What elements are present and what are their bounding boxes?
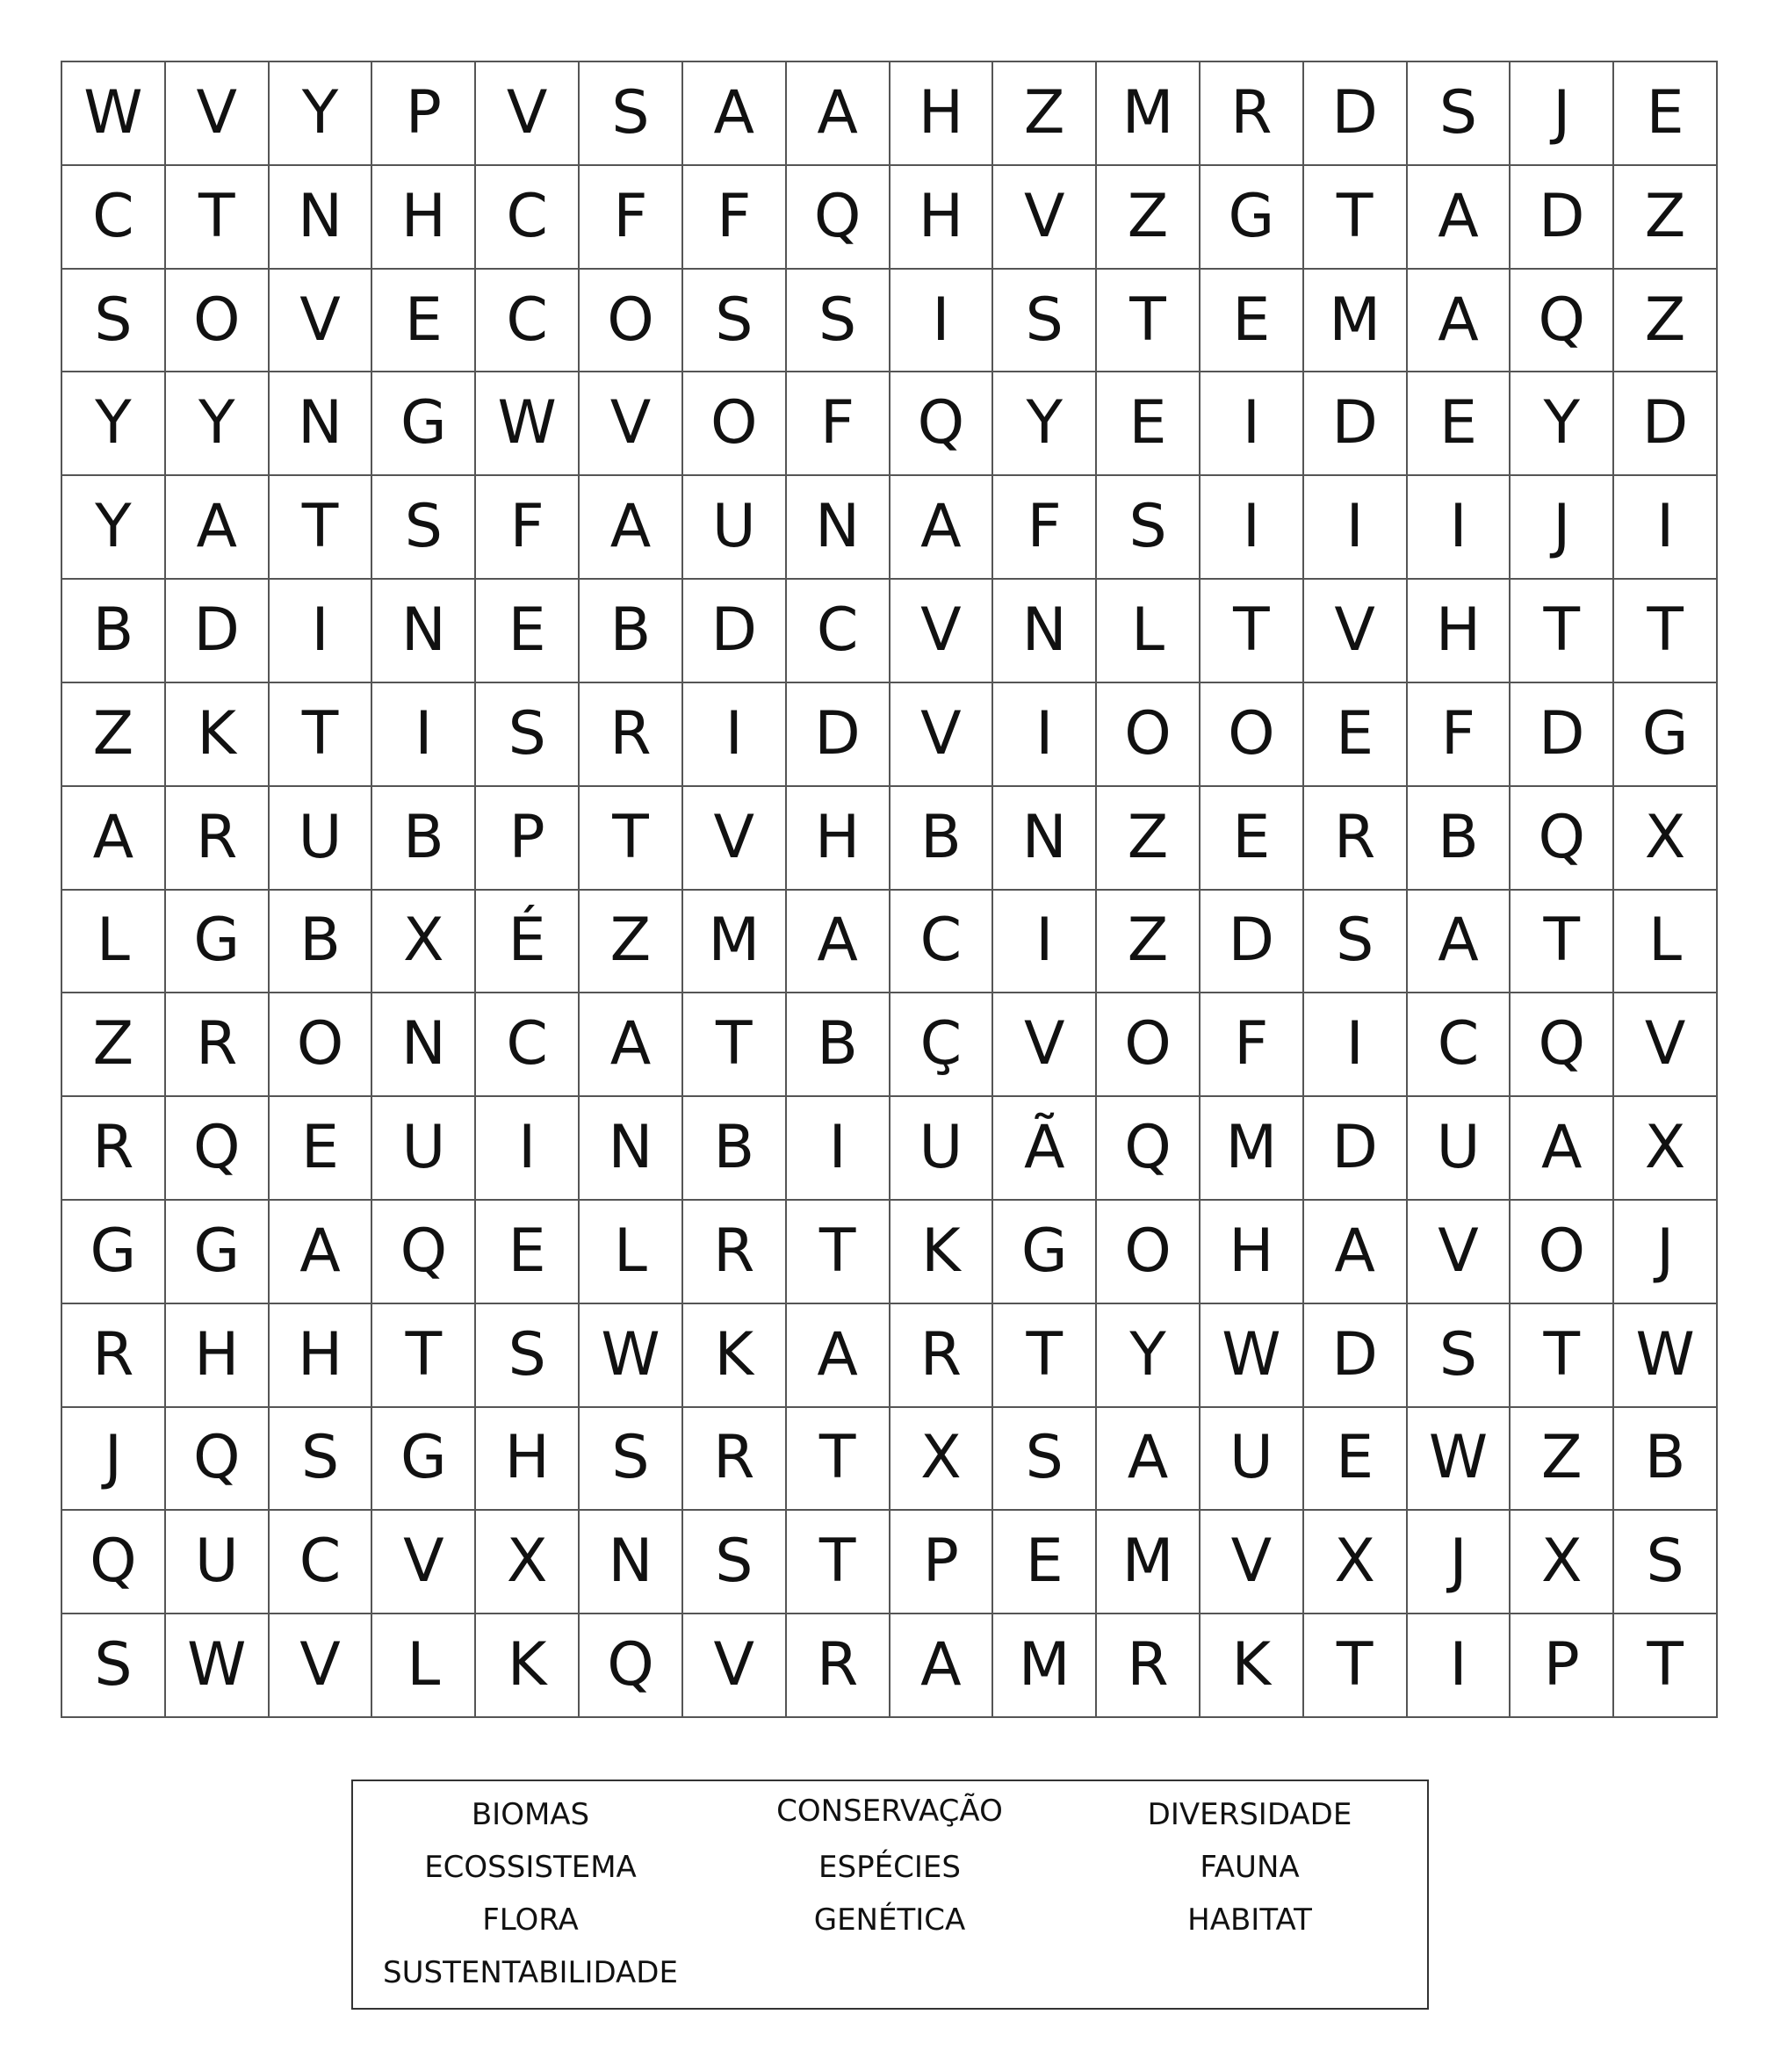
grid-cell[interactable]: Ã <box>993 1097 1097 1201</box>
word-diversidade: DIVERSIDADE <box>1147 1797 1352 1832</box>
grid-cell[interactable]: E <box>372 270 476 373</box>
grid-cell[interactable]: I <box>372 683 476 787</box>
grid-cell[interactable]: D <box>1304 62 1408 166</box>
grid-cell[interactable]: V <box>993 993 1097 1097</box>
grid-cell[interactable]: D <box>166 580 270 683</box>
grid-cell[interactable]: T <box>166 166 270 270</box>
grid-cell[interactable]: T <box>1511 891 1614 994</box>
grid-cell[interactable]: A <box>890 476 994 580</box>
grid-cell[interactable]: A <box>787 891 890 994</box>
grid-cell[interactable]: D <box>1304 372 1408 476</box>
grid-cell[interactable]: R <box>890 1304 994 1408</box>
grid-cell[interactable]: I <box>476 1097 580 1201</box>
grid-cell[interactable]: M <box>1097 62 1201 166</box>
word-habitat: HABITAT <box>1187 1902 1312 1938</box>
grid-cell[interactable]: N <box>372 993 476 1097</box>
grid-cell[interactable]: C <box>1408 993 1511 1097</box>
grid-cell[interactable]: X <box>1614 1097 1718 1201</box>
grid-cell[interactable]: I <box>1304 476 1408 580</box>
grid-cell[interactable]: I <box>1201 372 1304 476</box>
grid-cell[interactable]: W <box>580 1304 683 1408</box>
grid-cell[interactable]: B <box>1408 787 1511 891</box>
word-sustentabilidade: SUSTENTABILIDADE <box>383 1955 678 1990</box>
grid-cell[interactable]: L <box>1097 580 1201 683</box>
grid-cell[interactable]: Y <box>993 372 1097 476</box>
grid-cell[interactable]: U <box>166 1511 270 1614</box>
grid-cell[interactable]: H <box>787 787 890 891</box>
grid-cell[interactable]: E <box>1408 372 1511 476</box>
grid-cell[interactable]: R <box>1097 1614 1201 1718</box>
grid-cell[interactable]: T <box>1614 580 1718 683</box>
grid-cell[interactable]: A <box>166 476 270 580</box>
grid-cell[interactable]: S <box>1408 1304 1511 1408</box>
grid-cell[interactable]: V <box>580 372 683 476</box>
grid-cell[interactable]: B <box>372 787 476 891</box>
grid-cell[interactable]: S <box>270 1408 373 1512</box>
grid-cell[interactable]: F <box>787 372 890 476</box>
grid-cell[interactable]: V <box>1304 580 1408 683</box>
grid-cell[interactable]: S <box>62 1614 166 1718</box>
grid-cell[interactable]: D <box>683 580 787 683</box>
grid-cell[interactable]: J <box>1408 1511 1511 1614</box>
grid-cell[interactable]: V <box>1408 1201 1511 1304</box>
grid-cell[interactable]: R <box>683 1408 787 1512</box>
grid-cell[interactable]: G <box>372 372 476 476</box>
grid-cell[interactable]: U <box>683 476 787 580</box>
grid-cell[interactable]: I <box>787 1097 890 1201</box>
grid-cell[interactable]: A <box>1408 270 1511 373</box>
grid-cell[interactable]: H <box>166 1304 270 1408</box>
grid-cell[interactable]: T <box>787 1511 890 1614</box>
grid-cell[interactable]: Z <box>1511 1408 1614 1512</box>
grid-cell[interactable]: L <box>372 1614 476 1718</box>
grid-cell[interactable]: N <box>580 1097 683 1201</box>
grid-cell[interactable]: S <box>476 683 580 787</box>
grid-cell[interactable]: H <box>270 1304 373 1408</box>
grid-cell[interactable]: T <box>1511 1304 1614 1408</box>
grid-cell[interactable]: N <box>580 1511 683 1614</box>
grid-cell[interactable]: G <box>1201 166 1304 270</box>
grid-cell[interactable]: H <box>372 166 476 270</box>
grid-cell[interactable]: W <box>1614 1304 1718 1408</box>
grid-cell[interactable]: L <box>1614 891 1718 994</box>
grid-cell[interactable]: H <box>476 1408 580 1512</box>
grid-cell[interactable]: Q <box>166 1097 270 1201</box>
grid-cell[interactable]: S <box>683 270 787 373</box>
grid-cell[interactable]: L <box>580 1201 683 1304</box>
grid-cell[interactable]: U <box>270 787 373 891</box>
grid-cell[interactable]: R <box>166 787 270 891</box>
grid-cell[interactable]: V <box>890 580 994 683</box>
grid-cell[interactable]: R <box>166 993 270 1097</box>
grid-cell[interactable]: R <box>62 1304 166 1408</box>
grid-cell[interactable]: A <box>683 62 787 166</box>
grid-cell[interactable]: Z <box>62 683 166 787</box>
grid-cell[interactable]: T <box>372 1304 476 1408</box>
grid-cell[interactable]: X <box>1511 1511 1614 1614</box>
grid-cell[interactable]: H <box>1201 1201 1304 1304</box>
grid-cell[interactable]: V <box>1201 1511 1304 1614</box>
grid-cell[interactable]: H <box>1408 580 1511 683</box>
grid-cell[interactable]: T <box>683 993 787 1097</box>
grid-cell[interactable]: D <box>1304 1304 1408 1408</box>
grid-cell[interactable]: Y <box>166 372 270 476</box>
grid-cell[interactable]: T <box>1511 580 1614 683</box>
grid-cell[interactable]: Z <box>1614 166 1718 270</box>
grid-cell[interactable]: X <box>372 891 476 994</box>
grid-cell[interactable]: C <box>787 580 890 683</box>
grid-cell[interactable]: Q <box>890 372 994 476</box>
grid-cell[interactable]: S <box>62 270 166 373</box>
grid-cell[interactable]: A <box>580 476 683 580</box>
grid-cell[interactable]: W <box>62 62 166 166</box>
grid-cell[interactable]: D <box>1304 1097 1408 1201</box>
grid-cell[interactable]: C <box>890 891 994 994</box>
grid-cell[interactable]: R <box>1304 787 1408 891</box>
grid-cell[interactable]: S <box>372 476 476 580</box>
grid-cell[interactable]: O <box>1097 1201 1201 1304</box>
grid-cell[interactable]: D <box>1511 166 1614 270</box>
grid-cell[interactable]: I <box>1408 476 1511 580</box>
grid-cell[interactable]: O <box>580 270 683 373</box>
grid-cell[interactable]: A <box>1408 166 1511 270</box>
grid-cell[interactable]: S <box>787 270 890 373</box>
grid-cell[interactable]: B <box>890 787 994 891</box>
grid-cell[interactable]: T <box>270 683 373 787</box>
grid-cell[interactable]: I <box>683 683 787 787</box>
grid-cell[interactable]: N <box>993 787 1097 891</box>
grid-cell[interactable]: E <box>993 1511 1097 1614</box>
grid-cell[interactable]: I <box>890 270 994 373</box>
grid-cell[interactable]: F <box>476 476 580 580</box>
grid-cell[interactable]: Q <box>62 1511 166 1614</box>
grid-cell[interactable]: B <box>683 1097 787 1201</box>
grid-cell[interactable]: P <box>1511 1614 1614 1718</box>
grid-cell[interactable]: S <box>1304 891 1408 994</box>
grid-cell[interactable]: J <box>1511 62 1614 166</box>
grid-cell[interactable]: Q <box>1511 993 1614 1097</box>
grid-cell[interactable]: F <box>683 166 787 270</box>
grid-cell[interactable]: T <box>1304 166 1408 270</box>
grid-cell[interactable]: S <box>476 1304 580 1408</box>
word-genetica: GENÉTICA <box>813 1902 966 1938</box>
grid-cell[interactable]: N <box>270 166 373 270</box>
grid-cell[interactable]: U <box>1201 1408 1304 1512</box>
grid-cell[interactable]: A <box>62 787 166 891</box>
grid-cell[interactable]: Q <box>580 1614 683 1718</box>
grid-cell[interactable]: É <box>476 891 580 994</box>
grid-cell[interactable]: J <box>1511 476 1614 580</box>
grid-cell[interactable]: Z <box>1614 270 1718 373</box>
grid-cell[interactable]: S <box>580 1408 683 1512</box>
word-especies: ESPÉCIES <box>818 1850 961 1885</box>
grid-cell[interactable]: T <box>580 787 683 891</box>
grid-cell[interactable]: T <box>270 476 373 580</box>
grid-cell[interactable]: R <box>580 683 683 787</box>
grid-cell[interactable]: A <box>787 1304 890 1408</box>
grid-cell[interactable]: P <box>890 1511 994 1614</box>
grid-cell[interactable]: X <box>1614 787 1718 891</box>
grid-cell[interactable]: R <box>62 1097 166 1201</box>
grid-cell[interactable]: A <box>1408 891 1511 994</box>
grid-cell[interactable]: I <box>993 891 1097 994</box>
word-fauna: FAUNA <box>1200 1850 1300 1885</box>
grid-cell[interactable]: G <box>372 1408 476 1512</box>
grid-cell[interactable]: G <box>166 1201 270 1304</box>
grid-cell[interactable]: S <box>1614 1511 1718 1614</box>
grid-cell[interactable]: T <box>1097 270 1201 373</box>
grid-cell[interactable]: K <box>166 683 270 787</box>
grid-cell[interactable]: Y <box>62 476 166 580</box>
grid-cell[interactable]: S <box>1097 476 1201 580</box>
grid-cell[interactable]: Q <box>166 1408 270 1512</box>
grid-cell[interactable]: B <box>62 580 166 683</box>
grid-cell[interactable]: S <box>993 270 1097 373</box>
grid-cell[interactable]: M <box>1097 1511 1201 1614</box>
grid-cell[interactable]: M <box>1201 1097 1304 1201</box>
grid-cell[interactable]: A <box>270 1201 373 1304</box>
grid-cell[interactable]: D <box>787 683 890 787</box>
grid-cell[interactable]: I <box>1408 1614 1511 1718</box>
grid-cell[interactable]: A <box>1511 1097 1614 1201</box>
grid-cell[interactable]: G <box>1614 683 1718 787</box>
grid-cell[interactable]: V <box>166 62 270 166</box>
grid-cell[interactable]: R <box>1201 62 1304 166</box>
grid-cell[interactable]: M <box>1304 270 1408 373</box>
grid-cell[interactable]: I <box>993 683 1097 787</box>
grid-cell[interactable]: D <box>1614 372 1718 476</box>
grid-cell[interactable]: F <box>580 166 683 270</box>
grid-cell[interactable]: W <box>1408 1408 1511 1512</box>
grid-cell[interactable]: V <box>890 683 994 787</box>
word-ecossistema: ECOSSISTEMA <box>424 1850 637 1885</box>
grid-cell[interactable]: V <box>993 166 1097 270</box>
grid-cell[interactable]: H <box>890 166 994 270</box>
grid-cell[interactable]: X <box>476 1511 580 1614</box>
grid-cell[interactable]: W <box>1201 1304 1304 1408</box>
grid-cell[interactable]: W <box>166 1614 270 1718</box>
grid-cell[interactable]: C <box>270 1511 373 1614</box>
grid-cell[interactable]: V <box>372 1511 476 1614</box>
grid-cell[interactable]: V <box>270 270 373 373</box>
grid-cell[interactable]: C <box>62 166 166 270</box>
grid-cell[interactable]: Ç <box>890 993 994 1097</box>
grid-cell[interactable]: I <box>1614 476 1718 580</box>
grid-cell[interactable]: O <box>1201 683 1304 787</box>
grid-cell[interactable]: Y <box>1511 372 1614 476</box>
grid-cell[interactable]: J <box>62 1408 166 1512</box>
grid-cell[interactable]: M <box>683 891 787 994</box>
grid-cell[interactable]: T <box>993 1304 1097 1408</box>
grid-cell[interactable]: W <box>476 372 580 476</box>
grid-cell[interactable]: O <box>1511 1201 1614 1304</box>
grid-cell[interactable]: N <box>372 580 476 683</box>
grid-cell[interactable]: Z <box>993 62 1097 166</box>
grid-cell[interactable]: Q <box>1511 787 1614 891</box>
grid-cell[interactable]: E <box>476 1201 580 1304</box>
grid-cell[interactable]: V <box>476 62 580 166</box>
grid-cell[interactable]: R <box>787 1614 890 1718</box>
grid-cell[interactable]: D <box>1201 891 1304 994</box>
grid-cell[interactable]: Q <box>372 1201 476 1304</box>
grid-cell[interactable]: F <box>1201 993 1304 1097</box>
word-biomas: BIOMAS <box>471 1797 590 1832</box>
grid-cell[interactable]: M <box>993 1614 1097 1718</box>
grid-cell[interactable]: Z <box>580 891 683 994</box>
grid-cell[interactable]: V <box>1614 993 1718 1097</box>
grid-cell[interactable]: I <box>1201 476 1304 580</box>
grid-cell[interactable]: F <box>993 476 1097 580</box>
grid-cell[interactable]: L <box>62 891 166 994</box>
grid-cell[interactable]: G <box>62 1201 166 1304</box>
word-list-box <box>351 1780 1429 2010</box>
grid-cell[interactable]: B <box>580 580 683 683</box>
grid-cell[interactable]: E <box>1614 62 1718 166</box>
grid-cell[interactable]: C <box>476 270 580 373</box>
grid-cell[interactable]: X <box>890 1408 994 1512</box>
grid-cell[interactable]: J <box>1614 1201 1718 1304</box>
grid-cell[interactable]: I <box>270 580 373 683</box>
word-search-grid <box>61 61 1718 1718</box>
grid-cell[interactable]: A <box>787 62 890 166</box>
grid-cell[interactable]: S <box>1408 62 1511 166</box>
grid-cell[interactable]: O <box>1097 993 1201 1097</box>
grid-cell[interactable]: U <box>1408 1097 1511 1201</box>
grid-cell[interactable]: N <box>787 476 890 580</box>
grid-cell[interactable]: S <box>580 62 683 166</box>
grid-cell[interactable]: E <box>476 580 580 683</box>
grid-cell[interactable]: O <box>1097 683 1201 787</box>
grid-cell[interactable]: Y <box>62 372 166 476</box>
grid-cell[interactable]: E <box>1097 372 1201 476</box>
grid-cell[interactable]: R <box>683 1201 787 1304</box>
grid-cell[interactable]: B <box>787 993 890 1097</box>
grid-cell[interactable]: C <box>476 166 580 270</box>
grid-cell[interactable]: Z <box>1097 891 1201 994</box>
grid-cell[interactable]: T <box>1201 580 1304 683</box>
grid-cell[interactable]: Z <box>1097 166 1201 270</box>
grid-cell[interactable]: I <box>1304 993 1408 1097</box>
grid-cell[interactable]: X <box>1304 1511 1408 1614</box>
grid-cell[interactable]: T <box>787 1201 890 1304</box>
grid-cell[interactable]: A <box>1304 1201 1408 1304</box>
grid-cell[interactable]: T <box>1304 1614 1408 1718</box>
grid-cell[interactable]: U <box>890 1097 994 1201</box>
grid-cell[interactable]: K <box>476 1614 580 1718</box>
word-flora: FLORA <box>482 1902 579 1938</box>
grid-cell[interactable]: A <box>890 1614 994 1718</box>
grid-cell[interactable]: B <box>270 891 373 994</box>
grid-cell[interactable]: K <box>890 1201 994 1304</box>
grid-cell[interactable]: T <box>1614 1614 1718 1718</box>
grid-cell[interactable]: O <box>270 993 373 1097</box>
grid-cell[interactable]: S <box>683 1511 787 1614</box>
grid-cell[interactable]: N <box>993 580 1097 683</box>
grid-cell[interactable]: H <box>890 62 994 166</box>
grid-cell[interactable]: E <box>1304 1408 1408 1512</box>
grid-cell[interactable]: N <box>270 372 373 476</box>
grid-cell[interactable]: A <box>1097 1408 1201 1512</box>
grid-cell[interactable]: Z <box>1097 787 1201 891</box>
grid-cell[interactable]: K <box>683 1304 787 1408</box>
grid-cell[interactable]: K <box>1201 1614 1304 1718</box>
grid-cell[interactable]: A <box>580 993 683 1097</box>
grid-cell[interactable]: E <box>1201 270 1304 373</box>
grid-cell[interactable]: D <box>1511 683 1614 787</box>
grid-cell[interactable]: S <box>993 1408 1097 1512</box>
grid-cell[interactable]: E <box>270 1097 373 1201</box>
grid-cell[interactable]: Q <box>787 166 890 270</box>
grid-cell[interactable]: O <box>683 372 787 476</box>
grid-cell[interactable]: P <box>476 787 580 891</box>
grid-cell[interactable]: C <box>476 993 580 1097</box>
grid-cell[interactable]: Q <box>1097 1097 1201 1201</box>
grid-cell[interactable]: Z <box>62 993 166 1097</box>
grid-cell[interactable]: O <box>166 270 270 373</box>
grid-cell[interactable]: F <box>1408 683 1511 787</box>
grid-cell[interactable]: Q <box>1511 270 1614 373</box>
grid-cell[interactable]: G <box>166 891 270 994</box>
grid-cell[interactable]: U <box>372 1097 476 1201</box>
grid-cell[interactable]: E <box>1304 683 1408 787</box>
grid-cell[interactable]: V <box>683 787 787 891</box>
grid-cell[interactable]: E <box>1201 787 1304 891</box>
grid-cell[interactable]: Y <box>270 62 373 166</box>
grid-cell[interactable]: B <box>1614 1408 1718 1512</box>
grid-cell[interactable]: T <box>787 1408 890 1512</box>
grid-cell[interactable]: P <box>372 62 476 166</box>
word-conservacao: CONSERVAÇÃO <box>776 1794 1003 1829</box>
grid-cell[interactable]: Y <box>1097 1304 1201 1408</box>
grid-cell[interactable]: V <box>683 1614 787 1718</box>
grid-cell[interactable]: V <box>270 1614 373 1718</box>
grid-cell[interactable]: G <box>993 1201 1097 1304</box>
